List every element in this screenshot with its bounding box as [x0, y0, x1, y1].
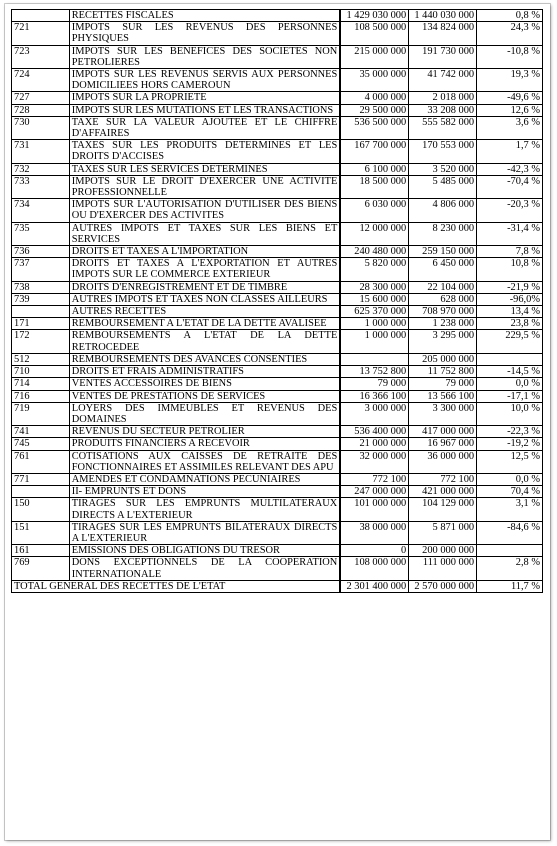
amount-previous-cell: 4 000 000	[340, 92, 408, 104]
variation-percent-cell: -70,4 %	[477, 175, 543, 198]
account-label-cell: LOYERS DES IMMEUBLES ET REVENUS DES DOMAINES	[69, 402, 340, 425]
table-row	[12, 199, 543, 222]
variation-percent-cell: -84,6 %	[477, 521, 543, 544]
variation-percent-cell: -96,0%	[477, 293, 543, 305]
account-label-cell: II- EMPRUNTS ET DONS	[69, 486, 340, 498]
amount-current-cell: 3 520 000	[409, 163, 477, 175]
account-code-cell: 716	[12, 390, 70, 402]
account-label-cell: IMPOTS SUR L'AUTORISATION D'UTILISER DES BIENS OU D'EXERCER DES ACTIVITES	[69, 199, 340, 222]
revenue-table	[11, 9, 543, 593]
account-label-cell: IMPOTS SUR LA PROPRIETE	[69, 92, 340, 104]
variation-percent-cell: 0,0 %	[477, 473, 543, 485]
total-label-cell: TOTAL GENERAL DES RECETTES DE L'ETAT	[12, 580, 341, 592]
variation-percent-cell: -17,1 %	[477, 390, 543, 402]
account-code-cell	[12, 10, 70, 22]
account-label-cell: DONS EXCEPTIONNELS DE LA COOPERATION INTERNATIONALE	[69, 557, 340, 580]
variation-percent-cell: 0,8 %	[477, 10, 543, 22]
variation-percent-cell: -14,5 %	[477, 366, 543, 378]
account-label-cell: REVENUS DU SECTEUR PETROLIER	[69, 426, 340, 438]
amount-previous-cell: 108 500 000	[340, 22, 408, 45]
account-code-cell: 730	[12, 116, 70, 139]
account-label-cell: TAXE SUR LA VALEUR AJOUTEE ET LE CHIFFRE D'AFFAIRES	[69, 116, 340, 139]
account-label-cell: AMENDES ET CONDAMNATIONS PECUNIAIRES	[69, 473, 340, 485]
amount-current-cell: 111 000 000	[409, 557, 477, 580]
amount-current-cell: 628 000	[409, 293, 477, 305]
account-code-cell: 733	[12, 175, 70, 198]
account-label-cell: RECETTES FISCALES	[69, 10, 340, 22]
table-row	[12, 246, 543, 258]
total-current-cell: 2 570 000 000	[409, 580, 477, 592]
amount-current-cell: 22 104 000	[409, 281, 477, 293]
account-label-cell: IMPOTS SUR LES REVENUS DES PERSONNES PHYSIQUES	[69, 22, 340, 45]
account-label-cell: DROITS ET FRAIS ADMINISTRATIFS	[69, 366, 340, 378]
table-row	[12, 330, 543, 353]
amount-previous-cell: 6 030 000	[340, 199, 408, 222]
amount-current-cell: 191 730 000	[409, 45, 477, 68]
account-code-cell: 724	[12, 69, 70, 92]
amount-current-cell: 205 000 000	[409, 353, 477, 365]
amount-current-cell: 417 000 000	[409, 426, 477, 438]
account-code-cell: 151	[12, 521, 70, 544]
table-row	[12, 293, 543, 305]
variation-percent-cell: 7,8 %	[477, 246, 543, 258]
variation-percent-cell: 12,5 %	[477, 450, 543, 473]
table-row	[12, 473, 543, 485]
amount-previous-cell: 101 000 000	[340, 498, 408, 521]
account-label-cell: REMBOURSEMENTS A L'ETAT DE LA DETTE RETROCEDEE	[69, 330, 340, 353]
table-row	[12, 140, 543, 163]
total-previous-cell: 2 301 400 000	[340, 580, 408, 592]
amount-current-cell: 5 871 000	[409, 521, 477, 544]
amount-current-cell: 11 752 800	[409, 366, 477, 378]
variation-percent-cell: 1,7 %	[477, 140, 543, 163]
variation-percent-cell: -19,2 %	[477, 438, 543, 450]
table-row	[12, 438, 543, 450]
amount-previous-cell: 15 600 000	[340, 293, 408, 305]
account-code-cell: 728	[12, 104, 70, 116]
amount-previous-cell: 35 000 000	[340, 69, 408, 92]
account-code-cell: 771	[12, 473, 70, 485]
account-code-cell: 150	[12, 498, 70, 521]
account-label-cell: VENTES ACCESSOIRES DE BIENS	[69, 378, 340, 390]
variation-percent-cell: -20,3 %	[477, 199, 543, 222]
amount-previous-cell: 536 500 000	[340, 116, 408, 139]
account-code-cell: 714	[12, 378, 70, 390]
amount-previous-cell: 1 000 000	[340, 330, 408, 353]
account-code-cell: 769	[12, 557, 70, 580]
amount-previous-cell: 215 000 000	[340, 45, 408, 68]
total-row	[12, 580, 543, 592]
account-label-cell: PRODUITS FINANCIERS A RECEVOIR	[69, 438, 340, 450]
variation-percent-cell: -49,6 %	[477, 92, 543, 104]
table-row	[12, 390, 543, 402]
account-code-cell: 723	[12, 45, 70, 68]
variation-percent-cell: 2,8 %	[477, 557, 543, 580]
amount-current-cell: 6 450 000	[409, 258, 477, 281]
account-code-cell: 161	[12, 545, 70, 557]
variation-percent-cell: 10,0 %	[477, 402, 543, 425]
table-row	[12, 69, 543, 92]
table-row	[12, 378, 543, 390]
variation-percent-cell: 13,4 %	[477, 306, 543, 318]
variation-percent-cell: -10,8 %	[477, 45, 543, 68]
amount-current-cell: 3 295 000	[409, 330, 477, 353]
amount-previous-cell: 0	[340, 545, 408, 557]
variation-percent-cell: 19,3 %	[477, 69, 543, 92]
table-row	[12, 366, 543, 378]
amount-previous-cell: 772 100	[340, 473, 408, 485]
variation-percent-cell: 3,1 %	[477, 498, 543, 521]
table-row	[12, 402, 543, 425]
amount-previous-cell: 108 000 000	[340, 557, 408, 580]
amount-current-cell: 555 582 000	[409, 116, 477, 139]
account-code-cell: 172	[12, 330, 70, 353]
table-row	[12, 92, 543, 104]
variation-percent-cell: 10,8 %	[477, 258, 543, 281]
amount-previous-cell: 29 500 000	[340, 104, 408, 116]
amount-current-cell: 8 230 000	[409, 222, 477, 245]
amount-previous-cell: 16 366 100	[340, 390, 408, 402]
amount-current-cell: 772 100	[409, 473, 477, 485]
amount-previous-cell: 247 000 000	[340, 486, 408, 498]
account-code-cell: 710	[12, 366, 70, 378]
account-code-cell: 736	[12, 246, 70, 258]
amount-current-cell: 708 970 000	[409, 306, 477, 318]
table-row	[12, 10, 543, 22]
account-code-cell: 737	[12, 258, 70, 281]
amount-current-cell: 13 566 100	[409, 390, 477, 402]
document-page	[5, 4, 550, 840]
amount-previous-cell: 3 000 000	[340, 402, 408, 425]
account-code-cell: 761	[12, 450, 70, 473]
variation-percent-cell: 229,5 %	[477, 330, 543, 353]
account-label-cell: AUTRES RECETTES	[69, 306, 340, 318]
amount-current-cell: 134 824 000	[409, 22, 477, 45]
variation-percent-cell: -42,3 %	[477, 163, 543, 175]
account-label-cell: DROITS ET TAXES A L'IMPORTATION	[69, 246, 340, 258]
amount-current-cell: 104 129 000	[409, 498, 477, 521]
variation-percent-cell: 12,6 %	[477, 104, 543, 116]
variation-percent-cell: 0,0 %	[477, 378, 543, 390]
account-label-cell: DROITS D'ENREGISTREMENT ET DE TIMBRE	[69, 281, 340, 293]
amount-previous-cell: 536 400 000	[340, 426, 408, 438]
table-row	[12, 426, 543, 438]
account-label-cell: TAXES SUR LES PRODUITS DETERMINES ET LES DROITS D'ACCISES	[69, 140, 340, 163]
variation-percent-cell: 70,4 %	[477, 486, 543, 498]
account-code-cell: 512	[12, 353, 70, 365]
amount-current-cell: 259 150 000	[409, 246, 477, 258]
amount-previous-cell: 240 480 000	[340, 246, 408, 258]
table-row	[12, 318, 543, 330]
account-code-cell: 732	[12, 163, 70, 175]
table-row	[12, 116, 543, 139]
amount-previous-cell: 28 300 000	[340, 281, 408, 293]
table-row	[12, 557, 543, 580]
variation-percent-cell: -22,3 %	[477, 426, 543, 438]
account-label-cell: IMPOTS SUR LES BENEFICES DES SOCIETES NON PETROLIERES	[69, 45, 340, 68]
account-code-cell: 731	[12, 140, 70, 163]
table-row	[12, 222, 543, 245]
amount-previous-cell: 18 500 000	[340, 175, 408, 198]
amount-current-cell: 170 553 000	[409, 140, 477, 163]
total-variation-cell: 11,7 %	[477, 580, 543, 592]
account-label-cell: REMBOURSEMENTS DES AVANCES CONSENTIES	[69, 353, 340, 365]
variation-percent-cell: 23,8 %	[477, 318, 543, 330]
amount-previous-cell: 5 820 000	[340, 258, 408, 281]
revenue-table-body	[12, 10, 543, 593]
amount-current-cell: 5 485 000	[409, 175, 477, 198]
account-code-cell: 735	[12, 222, 70, 245]
table-row	[12, 281, 543, 293]
table-row	[12, 521, 543, 544]
account-label-cell: DROITS ET TAXES A L'EXPORTATION ET AUTRES IMPOTS SUR LE COMMERCE EXTERIEUR	[69, 258, 340, 281]
amount-previous-cell: 38 000 000	[340, 521, 408, 544]
amount-previous-cell: 167 700 000	[340, 140, 408, 163]
amount-previous-cell: 79 000	[340, 378, 408, 390]
amount-current-cell: 421 000 000	[409, 486, 477, 498]
account-label-cell: REMBOURSEMENT A L'ETAT DE LA DETTE AVALISEE	[69, 318, 340, 330]
table-row	[12, 104, 543, 116]
account-code-cell: 738	[12, 281, 70, 293]
amount-previous-cell: 1 429 030 000	[340, 10, 408, 22]
account-code-cell: 171	[12, 318, 70, 330]
account-code-cell	[12, 306, 70, 318]
table-row	[12, 163, 543, 175]
table-row	[12, 22, 543, 45]
amount-current-cell: 1 238 000	[409, 318, 477, 330]
table-row	[12, 175, 543, 198]
table-row	[12, 353, 543, 365]
account-code-cell: 721	[12, 22, 70, 45]
account-code-cell	[12, 486, 70, 498]
amount-previous-cell	[340, 353, 408, 365]
variation-percent-cell: -31,4 %	[477, 222, 543, 245]
amount-current-cell: 41 742 000	[409, 69, 477, 92]
amount-current-cell: 4 806 000	[409, 199, 477, 222]
table-row	[12, 306, 543, 318]
amount-previous-cell: 625 370 000	[340, 306, 408, 318]
table-row	[12, 45, 543, 68]
account-code-cell: 741	[12, 426, 70, 438]
amount-current-cell: 33 208 000	[409, 104, 477, 116]
variation-percent-cell: 3,6 %	[477, 116, 543, 139]
account-code-cell: 739	[12, 293, 70, 305]
account-label-cell: TIRAGES SUR LES EMPRUNTS BILATERAUX DIRECTS A L'EXTERIEUR	[69, 521, 340, 544]
account-code-cell: 727	[12, 92, 70, 104]
account-label-cell: EMISSIONS DES OBLIGATIONS DU TRESOR	[69, 545, 340, 557]
amount-previous-cell: 32 000 000	[340, 450, 408, 473]
amount-previous-cell: 1 000 000	[340, 318, 408, 330]
account-label-cell: COTISATIONS AUX CAISSES DE RETRAITE DES FONCTIONNAIRES ET ASSIMILES RELEVANT DES APU	[69, 450, 340, 473]
amount-current-cell: 3 300 000	[409, 402, 477, 425]
table-row	[12, 545, 543, 557]
amount-previous-cell: 13 752 800	[340, 366, 408, 378]
amount-previous-cell: 12 000 000	[340, 222, 408, 245]
variation-percent-cell: -21,9 %	[477, 281, 543, 293]
account-code-cell: 734	[12, 199, 70, 222]
account-label-cell: AUTRES IMPOTS ET TAXES NON CLASSES AILLEURS	[69, 293, 340, 305]
amount-current-cell: 36 000 000	[409, 450, 477, 473]
amount-current-cell: 2 018 000	[409, 92, 477, 104]
account-label-cell: IMPOTS SUR LE DROIT D'EXERCER UNE ACTIVITE PROFESSIONNELLE	[69, 175, 340, 198]
amount-previous-cell: 6 100 000	[340, 163, 408, 175]
variation-percent-cell	[477, 545, 543, 557]
amount-current-cell: 16 967 000	[409, 438, 477, 450]
account-label-cell: IMPOTS SUR LES MUTATIONS ET LES TRANSACTIONS	[69, 104, 340, 116]
variation-percent-cell	[477, 353, 543, 365]
variation-percent-cell: 24,3 %	[477, 22, 543, 45]
amount-current-cell: 200 000 000	[409, 545, 477, 557]
amount-previous-cell: 21 000 000	[340, 438, 408, 450]
amount-current-cell: 79 000	[409, 378, 477, 390]
table-row	[12, 486, 543, 498]
amount-current-cell: 1 440 030 000	[409, 10, 477, 22]
account-code-cell: 745	[12, 438, 70, 450]
account-code-cell: 719	[12, 402, 70, 425]
account-label-cell: AUTRES IMPOTS ET TAXES SUR LES BIENS ET SERVICES	[69, 222, 340, 245]
account-label-cell: TAXES SUR LES SERVICES DETERMINES	[69, 163, 340, 175]
account-label-cell: TIRAGES SUR LES EMPRUNTS MULTILATERAUX DIRECTS A L'EXTERIEUR	[69, 498, 340, 521]
table-row	[12, 258, 543, 281]
table-row	[12, 498, 543, 521]
account-label-cell: VENTES DE PRESTATIONS DE SERVICES	[69, 390, 340, 402]
account-label-cell: IMPOTS SUR LES REVENUS SERVIS AUX PERSONNES DOMICILIEES HORS CAMEROUN	[69, 69, 340, 92]
table-row	[12, 450, 543, 473]
